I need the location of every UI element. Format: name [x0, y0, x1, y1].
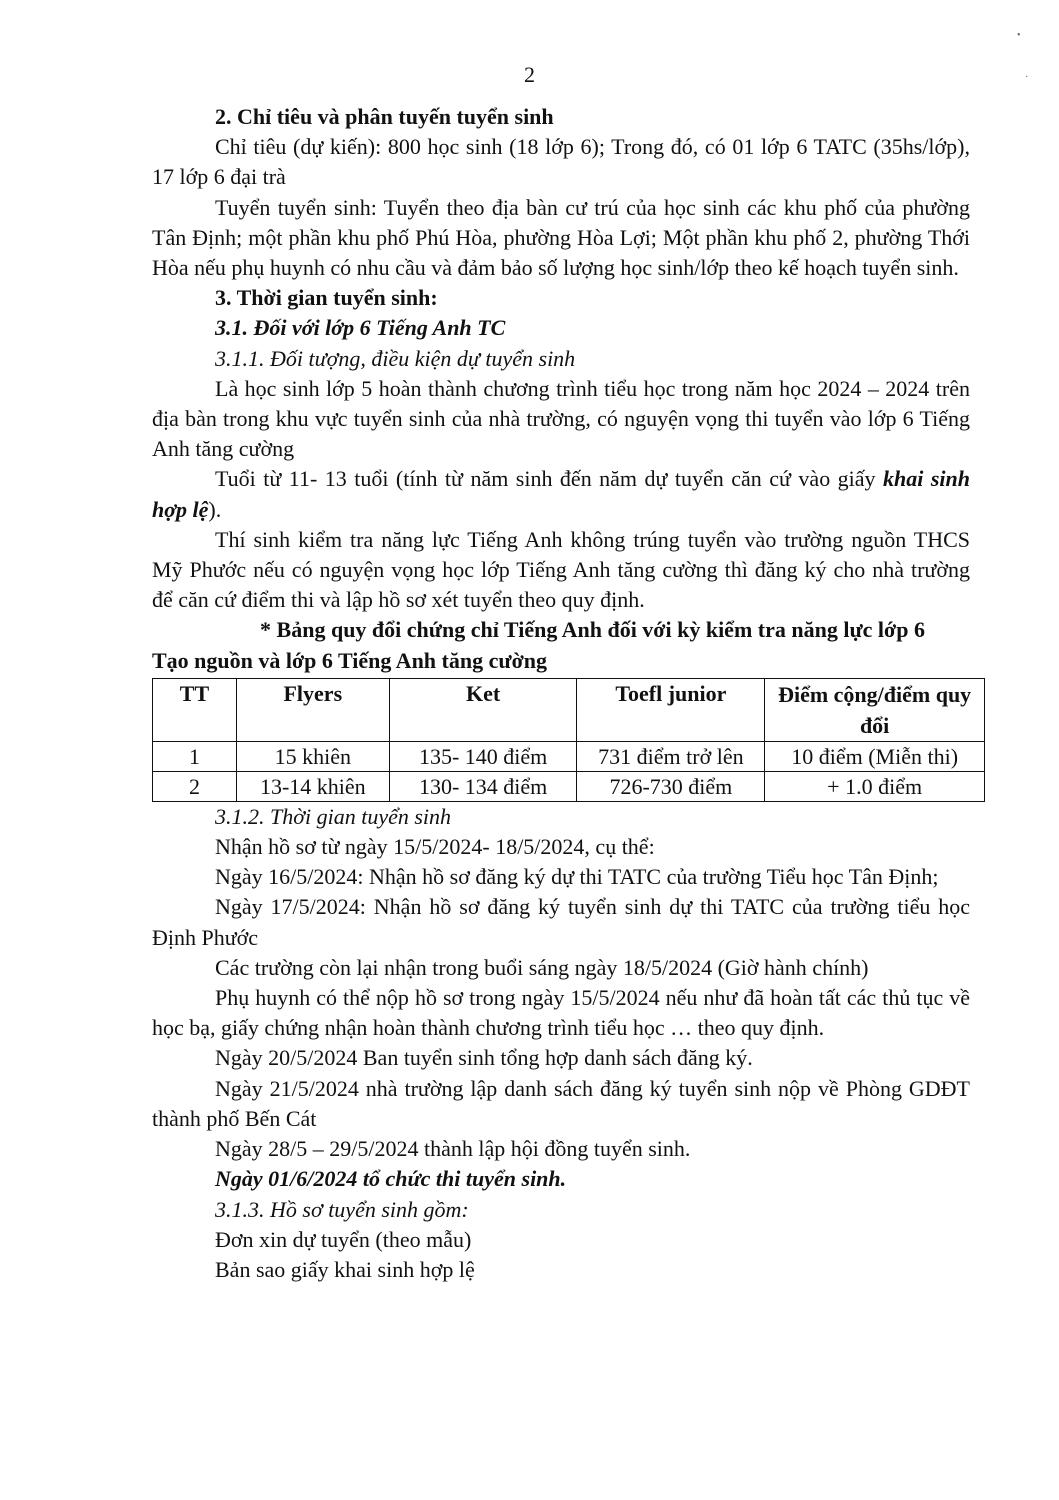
- table-cell: 10 điểm (Miễn thi): [765, 741, 985, 771]
- emphasis-paragraph: Ngày 01/6/2024 tổ chức thi tuyển sinh.: [215, 1166, 567, 1192]
- table-cell: 731 điểm trở lên: [577, 741, 765, 771]
- subsection-heading: 3.1. Đối với lớp 6 Tiếng Anh TC: [215, 315, 506, 341]
- paragraph: Chỉ tiêu (dự kiến): 800 học sinh (18 lớp 6); Trong đó, có 01 lớp 6 TATC (35hs/lớp), 17 lớp 6 đại trà: [152, 134, 970, 190]
- paragraph: Nhận hồ sơ từ ngày 15/5/2024- 18/5/2024, cụ thể:: [215, 834, 655, 860]
- paragraph: [152, 464, 970, 524]
- table-title: Tạo nguồn và lớp 6 Tiếng Anh tăng cường: [152, 647, 547, 673]
- subsection-heading: 3.1.2. Thời gian tuyển sinh: [215, 803, 452, 829]
- scan-speck: •: [1017, 30, 1021, 41]
- emphasis-text: khai sinh hợp lệ: [152, 466, 970, 522]
- table-header: Toefl junior: [577, 678, 765, 741]
- table-cell: 135- 140 điểm: [389, 741, 577, 771]
- table-title: * Bảng quy đổi chứng chỉ Tiếng Anh đối với kỳ kiểm tra năng lực lớp 6: [260, 617, 925, 643]
- table-cell: 2: [153, 771, 237, 801]
- paragraph: Ngày 21/5/2024 nhà trường lập danh sách đăng ký tuyển sinh nộp về Phòng GDĐT thành phố Bến Cát: [152, 1075, 970, 1131]
- text-run: Tuổi từ 11- 13 tuổi (tính từ năm sinh đến năm dự tuyển căn cứ vào giấy: [215, 466, 884, 492]
- paragraph: Thí sinh kiểm tra năng lực Tiếng Anh không trúng tuyển vào trường nguồn THCS Mỹ Phước nếu có nguyện vọng học lớp Tiếng Anh tăng cường thì đăng ký cho nhà trường để căn cứ điểm thi và lập hồ sơ xét tuyển theo quy định.: [152, 526, 970, 613]
- section-heading: 3. Thời gian tuyển sinh:: [215, 285, 438, 311]
- table-cell: 1: [153, 741, 237, 771]
- table-row: [153, 741, 985, 771]
- paragraph: Phụ huynh có thể nộp hồ sơ trong ngày 15/5/2024 nếu như đã hoàn tất các thủ tục về học bạ, giấy chứng nhận hoàn thành chương trình tiểu học … theo quy định.: [152, 985, 970, 1041]
- document-body: [152, 102, 970, 1285]
- table-header: TT: [153, 678, 237, 741]
- table-header: Ket: [389, 678, 577, 741]
- table-header: Flyers: [236, 678, 389, 741]
- paragraph: Ngày 16/5/2024: Nhận hồ sơ đăng ký dự thi TATC của trường Tiểu học Tân Định;: [215, 864, 939, 890]
- paragraph: Tuyển tuyển sinh: Tuyển theo địa bàn cư trú của học sinh các khu phố của phường Tân Định; một phần khu phố Phú Hòa, phường Hòa Lợi; Một phần khu phố 2, phường Thới Hòa nếu phụ huynh có nhu cầu và đảm bảo số lượng học sinh/lớp theo kế hoạch tuyển sinh.: [152, 194, 970, 281]
- paragraph: Là học sinh lớp 5 hoàn thành chương trình tiểu học trong năm học 2024 – 2024 trên địa bàn trong khu vực tuyển sinh của nhà trường, có nguyện vọng thi tuyển vào lớp 6 Tiếng Anh tăng cường: [152, 375, 970, 462]
- paragraph: Ngày 17/5/2024: Nhận hồ sơ đăng ký tuyển sinh dự thi TATC của trường tiểu học Định Phước: [152, 894, 970, 950]
- table-header: Điểm cộng/điểm quy đổi: [765, 678, 985, 741]
- table-row: [153, 771, 985, 801]
- certificate-conversion-table: [152, 678, 985, 802]
- subsection-heading: 3.1.3. Hồ sơ tuyển sinh gồm:: [215, 1196, 469, 1222]
- page-number: 2: [524, 62, 535, 87]
- text-run: ).: [208, 496, 222, 522]
- table-cell: 130- 134 điểm: [389, 771, 577, 801]
- table-cell: 726-730 điểm: [577, 771, 765, 801]
- paragraph: Bản sao giấy khai sinh hợp lệ: [215, 1256, 475, 1282]
- table-cell: 15 khiên: [236, 741, 389, 771]
- paragraph: Ngày 20/5/2024 Ban tuyển sinh tổng hợp danh sách đăng ký.: [215, 1045, 753, 1071]
- subsection-heading: 3.1.1. Đối tượng, điều kiện dự tuyển sinh: [215, 345, 576, 371]
- table-cell: 13-14 khiên: [236, 771, 389, 801]
- scan-speck: ·: [1025, 72, 1029, 83]
- section-heading: 2. Chỉ tiêu và phân tuyến tuyển sinh: [215, 104, 554, 129]
- paragraph: Các trường còn lại nhận trong buổi sáng ngày 18/5/2024 (Giờ hành chính): [215, 954, 869, 980]
- paragraph: Ngày 28/5 – 29/5/2024 thành lập hội đồng tuyển sinh.: [215, 1136, 691, 1162]
- table-header-row: [153, 678, 985, 741]
- paragraph: Đơn xin dự tuyển (theo mẫu): [215, 1226, 472, 1252]
- table-cell: + 1.0 điểm: [765, 771, 985, 801]
